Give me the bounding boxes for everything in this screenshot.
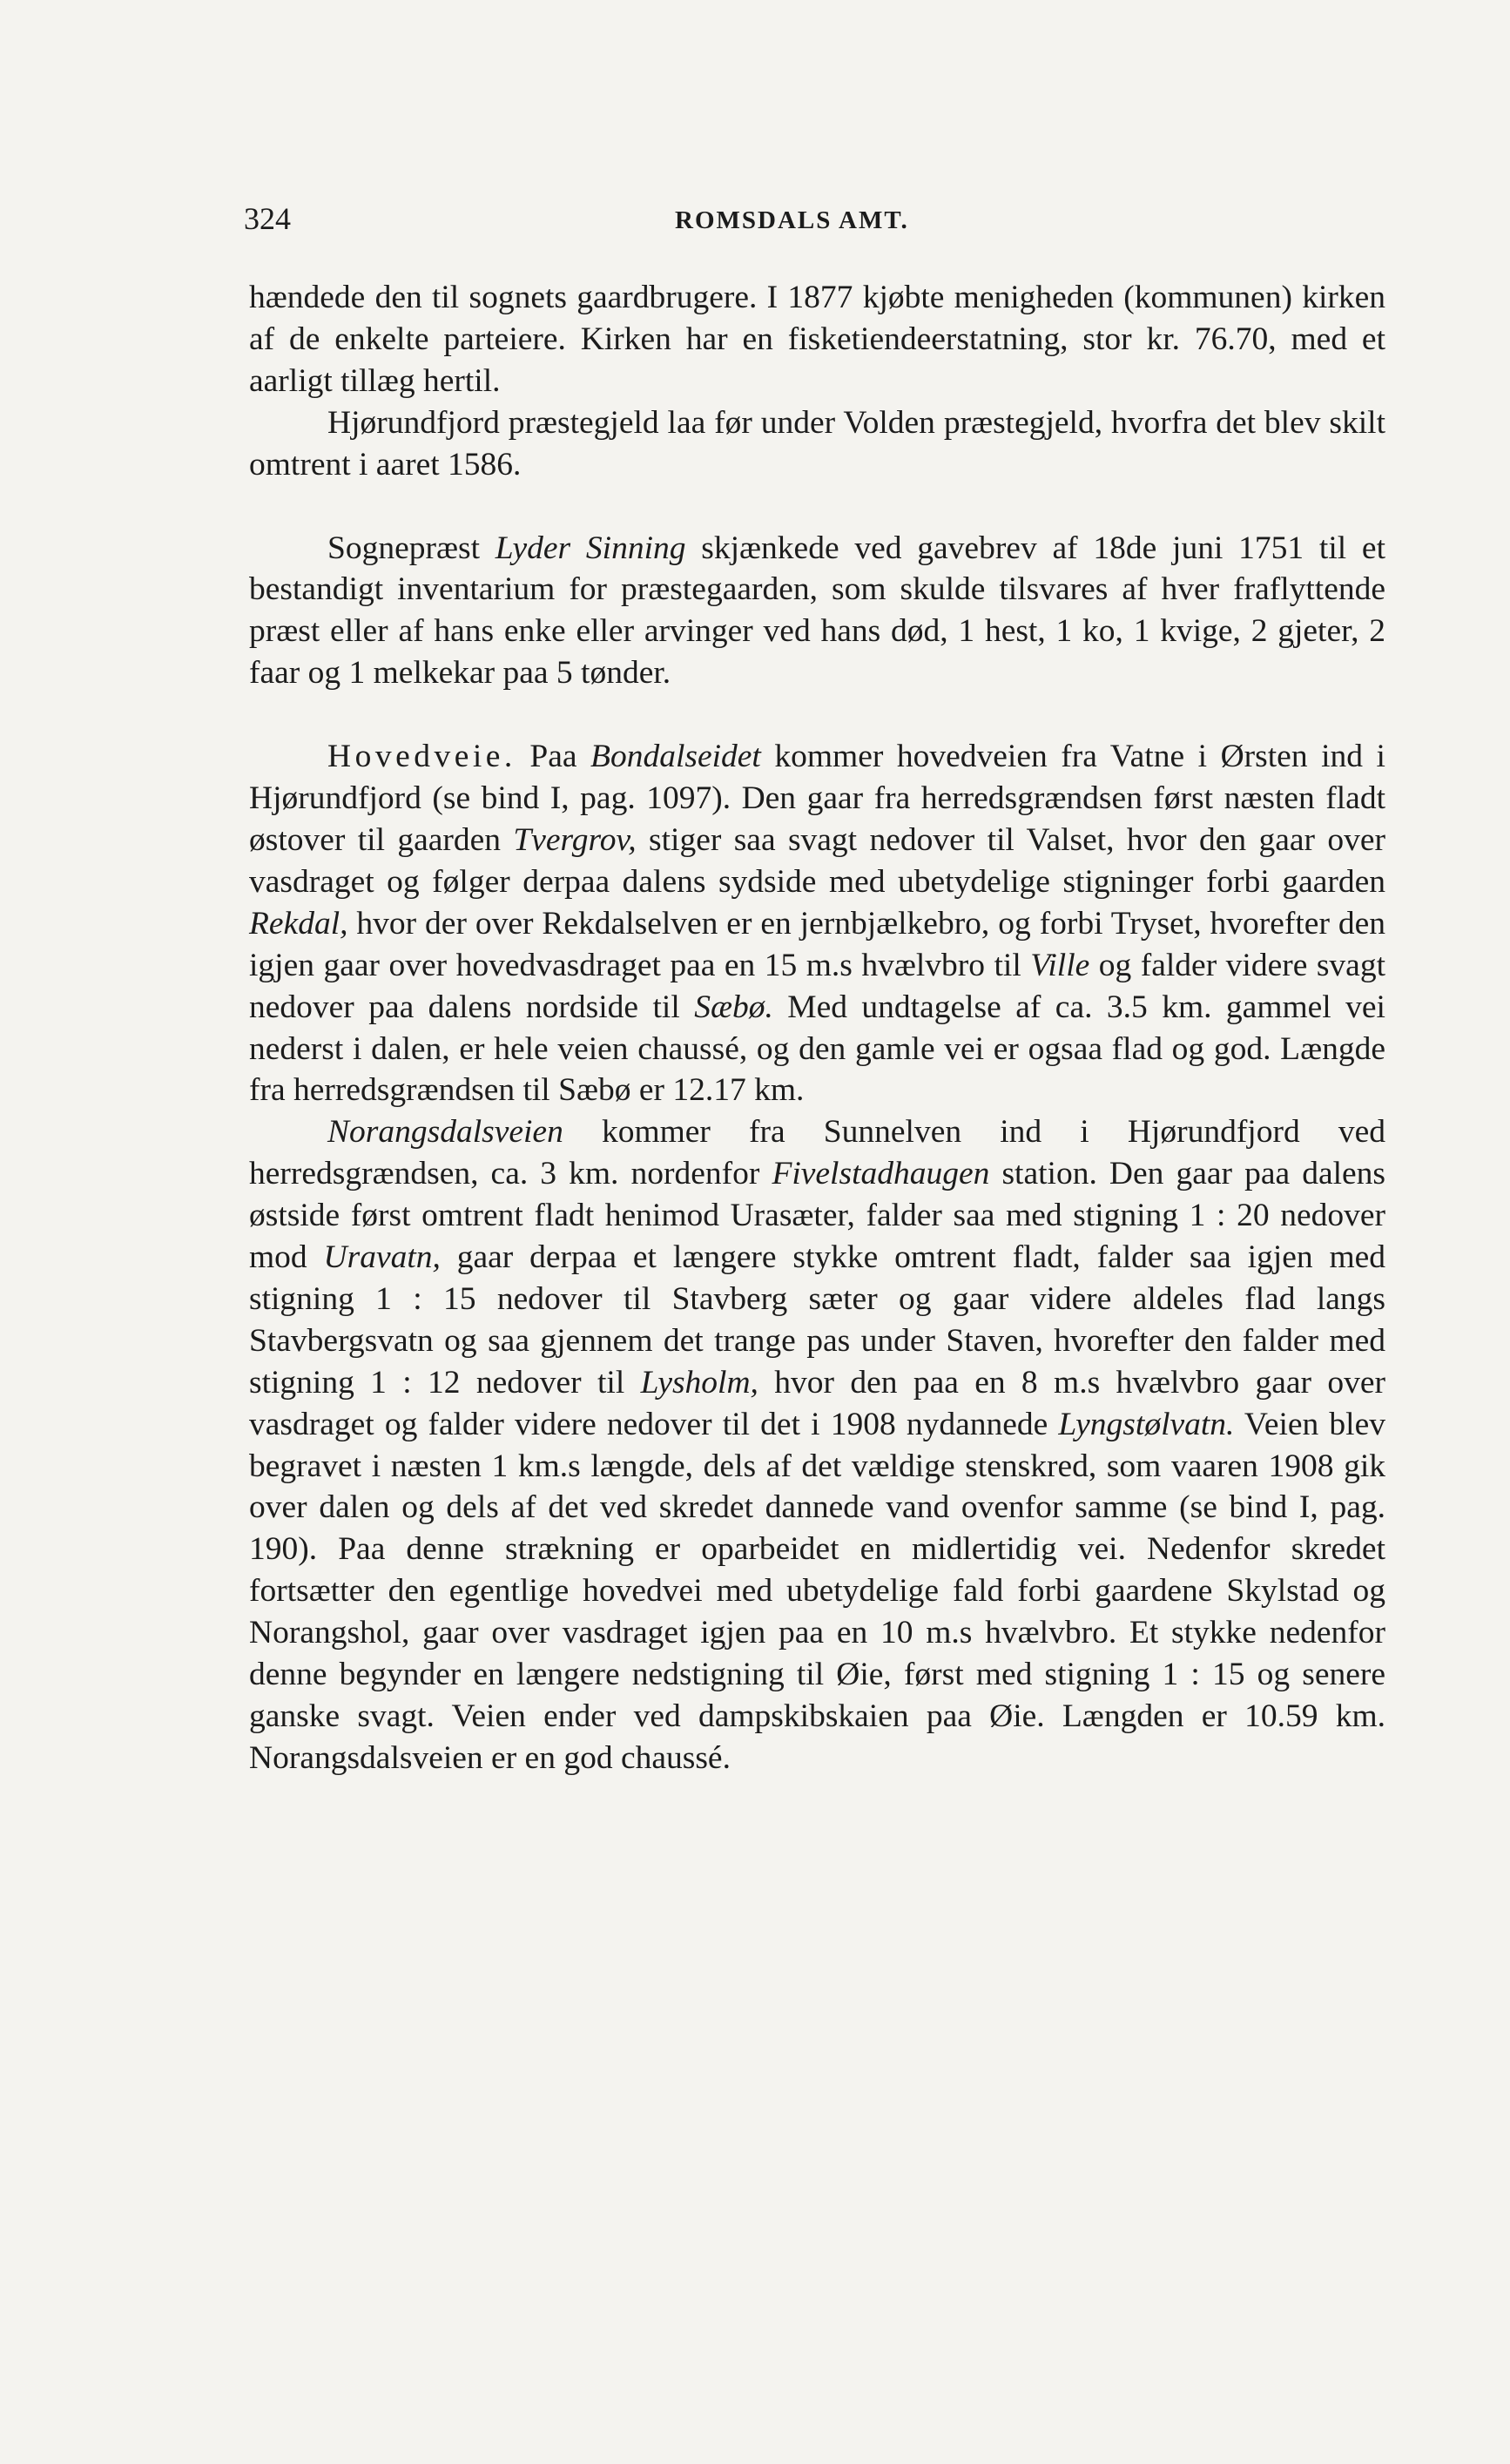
page-header xyxy=(244,197,1385,240)
text-run: hvor der over Rekdalselven er en jernbjælkebro, og forbi Tryset, hvorefter den igjen gaar over hovedvasdraget paa en 15 m.s hvælvbro til xyxy=(249,905,1385,983)
text-run: Paa xyxy=(516,739,591,775)
text-run: Sognepræst xyxy=(327,530,495,566)
italic-place: Uravatn, xyxy=(323,1239,441,1276)
italic-place: Fivelstadhaugen xyxy=(772,1156,990,1192)
italic-place: Lyngstølvatn. xyxy=(1058,1406,1235,1442)
text-run: station. Den gaar paa dalens østside først omtrent fladt henimod Urasæter, falder saa med stigning 1 : 20 nedover mod xyxy=(249,1156,1385,1276)
text-run: skjænkede ved gavebrev af 18de juni 1751 til et bestandigt inventarium for præstegaarden, som skulde tilsvares af hver fraflyttende præst eller af hans enke eller arvinger ved hans død, 1 hest, 1 ko, 1 kvige, 2 gjeter, 2 faar og 1 melkekar paa 5 tønder. xyxy=(249,530,1385,692)
text-run: hvor den paa en 8 m.s hvælvbro gaar over vasdraget og falder videre nedover til det i 1908 nydannede xyxy=(249,1364,1385,1442)
italic-place: Lysholm, xyxy=(640,1364,758,1401)
text-run: Med undtagelse af ca. 3.5 km. gammel vei nederst i dalen, er hele veien chaussé, og den gamle vei er ogsaa flad og god. Længde fra herredsgrændsen til Sæbø er 12.17 km. xyxy=(249,989,1385,1109)
italic-place: Sæbø. xyxy=(694,989,773,1025)
paragraph-hovedveie xyxy=(249,736,1385,1111)
text-run: stiger saa svagt nedover til Valset, hvor den gaar over vasdraget og følger derpaa dalens sydside med ubetydelige stigninger forbi gaarden xyxy=(249,821,1385,900)
text-run: Veien blev begravet i næsten 1 km.s længde, dels af det vældige stenskred, som vaaren 1908 gik over dalen og dels af det ved skredet dannede vand ovenfor samme (se bind I, pag. 190). Paa denne strækning er oparbeidet en midlertidig vei. Nedenfor skredet fortsætter den egentlige hovedvei med ubetydelige fald forbi gaardene Skylstad og Norangshol, gaar over vasdraget igjen paa en 10 m.s hvælvbro. Et stykke nedenfor denne begynder en længere nedstigning til Øie, først med stigning 1 : 15 og senere ganske svagt. Veien ender ved dampskibskaien paa Øie. Længden er 10.59 km. Norangsdalsveien er en god chaussé. xyxy=(249,1406,1385,1776)
italic-place: Tvergrov, xyxy=(513,821,637,858)
section-heading: Hovedveie. xyxy=(327,739,516,775)
paragraph-norangsdalsveien xyxy=(249,1111,1385,1779)
italic-place: Ville xyxy=(1030,947,1090,983)
text-run: gaar derpaa et længere stykke omtrent fladt, falder saa igjen med stigning 1 : 15 nedover til Stavberg sæter og gaar videre aldeles flad langs Stavbergsvatn og saa gjennem det trange pas under Staven, hvorefter den falder med stigning 1 : 12 nedover til xyxy=(249,1239,1386,1401)
italic-place: Rekdal, xyxy=(249,905,348,942)
body-text xyxy=(249,277,1385,1779)
text-run: kommer fra Sunnelven ind i Hjørundfjord ved herredsgrændsen, ca. 3 km. nordenfor xyxy=(249,1114,1385,1192)
paragraph-inventarium xyxy=(249,528,1385,695)
paragraph-prestegjeld: Hjørundfjord præstegjeld laa før under Volden præstegjeld, hvorfra det blev skilt omtrent i aaret 1586. xyxy=(249,404,1385,483)
italic-name: Lyder Sinning xyxy=(495,530,686,566)
page-number: 324 xyxy=(244,201,291,236)
italic-place: Bondalseidet xyxy=(590,739,761,775)
italic-place: Norangsdalsveien xyxy=(327,1114,563,1151)
paragraph-continued: hændede den til sognets gaardbrugere. I 1877 kjøbte menigheden (kommunen) kirken af de enkelte parteiere. Kirken har en fisketiendeerstatning, stor kr. 76.70, med et aarligt tillæg hertil. xyxy=(249,280,1385,399)
running-title: ROMSDALS AMT. xyxy=(675,206,909,234)
text-run: kommer hovedveien fra Vatne i Ørsten ind i Hjørundfjord (se bind I, pag. 1097). Den gaar fra herredsgrændsen først næsten fladt østover til gaarden xyxy=(249,739,1385,858)
text-run: og falder videre svagt nedover paa dalens nordside til xyxy=(249,947,1385,1025)
